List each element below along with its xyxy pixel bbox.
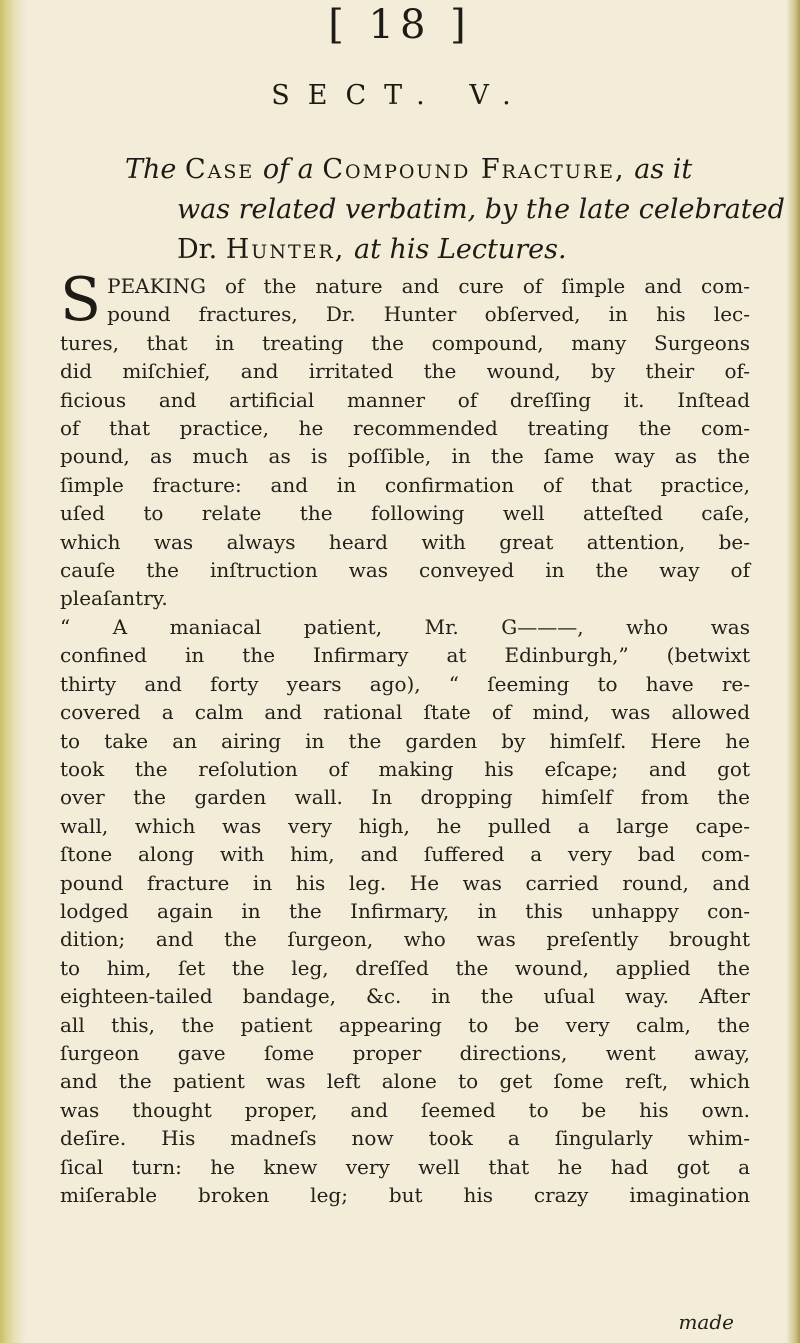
text-line: lodged again in the Infirmary, in this unhappy con- <box>60 898 750 923</box>
text-line: ſical turn: he knew very well that he had got a <box>60 1154 750 1179</box>
chapter-title <box>97 150 785 270</box>
text-line: confined in the Infirmary at Edinburgh,” (betwixt <box>60 643 750 668</box>
text-line: ſtone along with him, and ſuffered a very bad com- <box>60 842 750 867</box>
text-line: “ A maniacal patient, Mr. G———, who was <box>60 614 750 639</box>
text-line: wall, which was very high, he pulled a large cape- <box>60 813 750 838</box>
text-line: which was always heard with great attention, be- <box>60 529 750 554</box>
text-line: dition; and the ſurgeon, who was preſently brought <box>60 927 750 952</box>
drop-cap: S <box>60 265 102 335</box>
text-line: all this, the patient appearing to be very calm, the <box>60 1012 750 1037</box>
text-line: covered a calm and rational ſtate of mind, was allowed <box>60 700 750 725</box>
title-line-1: The Case of a Compound Fracture, as it <box>125 154 693 185</box>
text-line: pound fracture in his leg. He was carried round, and <box>60 870 750 895</box>
page-left-edge <box>0 0 26 1343</box>
text-line: over the garden wall. In dropping himſelf from the <box>60 785 750 810</box>
text-line: of that practice, he recommended treating the com- <box>60 416 750 441</box>
text-line: pound, as much as is poſſible, in the ſame way as the <box>60 444 750 469</box>
text-line: ſurgeon gave ſome proper directions, went away, <box>60 1040 750 1065</box>
text-line: PEAKING of the nature and cure of ſimple and com- <box>107 274 750 298</box>
text-line: to take an airing in the garden by himſelf. Here he <box>60 728 750 753</box>
text-line: miſerable broken leg; but his crazy imagination <box>60 1183 750 1207</box>
text-line: pleaſantry. <box>60 586 168 611</box>
catchword: made <box>678 1310 734 1334</box>
body-text <box>60 265 750 1209</box>
text-line: cauſe the inſtruction was conveyed in the way of <box>60 558 750 583</box>
text-line: was thought proper, and ſeemed to be his own. <box>60 1097 750 1122</box>
page-right-edge <box>786 0 800 1343</box>
page-number: [ 18 ] <box>328 2 472 48</box>
text-line: deſire. His madneſs now took a ſingularly whim- <box>60 1126 750 1151</box>
text-line: to him, ſet the leg, dreſſed the wound, applied the <box>60 955 750 980</box>
text-line: took the reſolution of making his eſcape; and got <box>60 756 750 781</box>
title-line-2: was related verbatim, by the late celebrated <box>177 194 785 225</box>
text-line: ſimple fracture: and in confirmation of that practice, <box>60 472 750 497</box>
text-line: eighteen-tailed bandage, &c. in the uſual way. After <box>60 984 750 1009</box>
text-line: tures, that in treating the compound, many Surgeons <box>60 330 750 355</box>
text-line: ficious and artificial manner of dreſſing it. Inſtead <box>60 387 750 412</box>
text-line: pound fractures, Dr. Hunter obſerved, in his lec- <box>107 302 750 327</box>
title-line-3: Dr. Hunter, at his Lectures. <box>177 234 567 265</box>
section-heading: SECT. V. <box>271 80 529 111</box>
text-line: uſed to relate the following well atteſted caſe, <box>60 501 750 526</box>
text-line: did miſchief, and irritated the wound, by their of- <box>60 359 750 384</box>
text-line: thirty and forty years ago), “ ſeeming to have re- <box>60 671 750 696</box>
text-line: and the patient was left alone to get ſome reſt, which <box>60 1069 750 1094</box>
